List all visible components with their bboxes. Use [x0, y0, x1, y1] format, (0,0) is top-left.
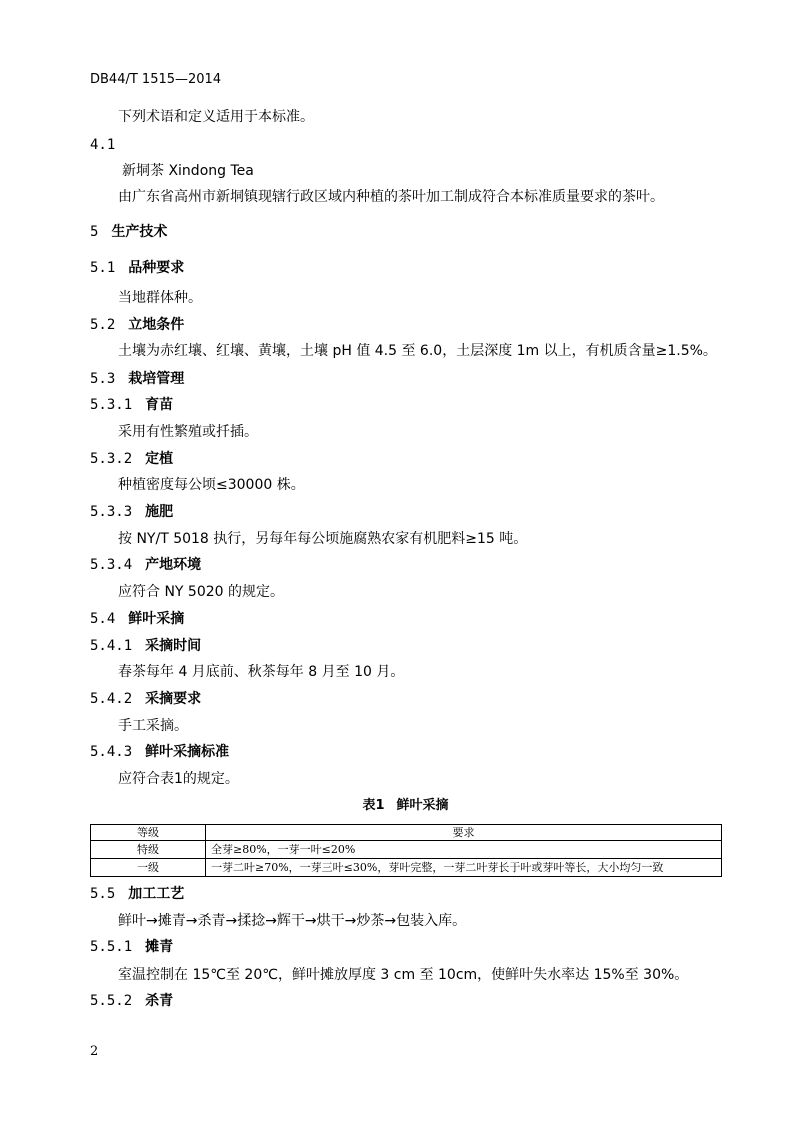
section-title: 摊青 — [145, 939, 174, 955]
section-title: 产地环境 — [145, 557, 202, 573]
fresh-leaf-picking-table — [90, 824, 722, 877]
section-5-3-3-text: 按 NY/T 5018 执行，另每年每公顷施腐熟农家有机肥料≥15 吨。 — [118, 531, 528, 547]
table-title: 鲜叶采摘 — [396, 798, 449, 813]
section-5-3-1-heading — [90, 396, 173, 414]
section-title: 鲜叶采摘 — [128, 611, 185, 627]
section-number: 5 — [90, 224, 99, 240]
section-number: 5.2 — [90, 317, 116, 333]
section-title: 加工工艺 — [128, 886, 185, 902]
section-number: 5.4.1 — [90, 638, 133, 654]
section-5-4-2-heading — [90, 690, 201, 708]
section-5-1-heading — [90, 259, 184, 277]
section-title: 杀青 — [145, 993, 174, 1009]
section-number: 5.3 — [90, 371, 116, 387]
section-5-3-2-text: 种植密度每公顷≤30000 株。 — [118, 477, 305, 493]
section-number: 5.3.1 — [90, 397, 133, 413]
section-5-2-text: 土壤为赤红壤、红壤、黄壤，土壤 pH 值 4.5 至 6.0，土层深度 1m 以上，有机质含量≥1.5%。 — [118, 343, 717, 359]
section-number: 5.5.2 — [90, 993, 133, 1009]
section-title: 定植 — [145, 451, 174, 467]
section-5-3-heading — [90, 370, 184, 388]
document-id: DB44/T 1515—2014 — [90, 72, 222, 87]
section-number: 5.4.2 — [90, 691, 133, 707]
section-5-3-4-heading — [90, 556, 201, 574]
section-5-4-1-text: 春茶每年 4 月底前、秋茶每年 8 月至 10 月。 — [118, 664, 405, 680]
section-number: 5.5.1 — [90, 939, 133, 955]
section-5-5-1-text: 室温控制在 15℃至 20℃，鲜叶摊放厚度 3 cm 至 10cm，使鲜叶失水率达 15%至 30%。 — [118, 967, 689, 983]
section-title: 生产技术 — [111, 224, 168, 240]
section-number: 5.4.3 — [90, 744, 133, 760]
section-5-4-3-heading — [90, 743, 229, 761]
section-title: 鲜叶采摘标准 — [145, 744, 230, 760]
section-5-3-4-text: 应符合 NY 5020 的规定。 — [118, 584, 285, 600]
intro-text: 下列术语和定义适用于本标准。 — [118, 109, 314, 125]
table-cell-grade: 一级 — [91, 859, 206, 877]
section-5-3-2-heading — [90, 450, 173, 468]
table-caption — [0, 797, 811, 815]
section-title: 立地条件 — [128, 317, 185, 333]
section-5-4-3-text: 应符合表1的规定。 — [118, 771, 239, 787]
table-row — [91, 859, 722, 877]
table-cell-requirement: 一芽二叶≥70%，一芽三叶≤30%，芽叶完整，一芽二叶芽长于叶或芽叶等长，大小均匀一致 — [206, 859, 722, 877]
section-5-5-2-heading — [90, 992, 173, 1010]
table-row — [91, 841, 722, 859]
section-5-2-heading — [90, 316, 184, 334]
table-number: 表1 — [362, 798, 385, 813]
section-number: 5.1 — [90, 260, 116, 276]
table-header-cell: 等级 — [91, 825, 206, 841]
section-title: 施肥 — [145, 504, 174, 520]
section-number: 5.4 — [90, 611, 116, 627]
page-number: 2 — [90, 1044, 99, 1059]
section-title: 栽培管理 — [128, 371, 185, 387]
section-5-3-1-text: 采用有性繁殖或扦插。 — [118, 424, 258, 440]
section-number: 5.5 — [90, 886, 116, 902]
section-number: 5.3.2 — [90, 451, 133, 467]
section-5-heading — [90, 223, 167, 241]
section-number: 5.3.3 — [90, 504, 133, 520]
term-name: 新垌茶 Xindong Tea — [122, 163, 254, 179]
section-5-5-heading — [90, 885, 184, 903]
term-number: 4.1 — [90, 137, 116, 153]
table-header-row — [91, 825, 722, 841]
term-definition: 由广东省高州市新垌镇现辖行政区域内种植的茶叶加工制成符合本标准质量要求的茶叶。 — [118, 189, 664, 205]
table-cell-requirement: 全芽≥80%，一芽一叶≤20% — [206, 841, 722, 859]
section-5-1-text: 当地群体种。 — [118, 290, 202, 306]
section-5-4-heading — [90, 610, 184, 628]
section-title: 采摘要求 — [145, 691, 202, 707]
section-5-5-1-heading — [90, 938, 173, 956]
section-number: 5.3.4 — [90, 557, 133, 573]
section-title: 品种要求 — [128, 260, 185, 276]
section-title: 采摘时间 — [145, 638, 202, 654]
section-5-4-1-heading — [90, 637, 201, 655]
section-5-4-2-text: 手工采摘。 — [118, 718, 188, 734]
table-cell-grade: 特级 — [91, 841, 206, 859]
section-5-3-3-heading — [90, 503, 173, 521]
table-header-cell: 要求 — [206, 825, 722, 841]
section-5-5-text: 鲜叶→摊青→杀青→揉捻→辉干→烘干→炒茶→包装入库。 — [118, 913, 467, 929]
section-title: 育苗 — [145, 397, 174, 413]
